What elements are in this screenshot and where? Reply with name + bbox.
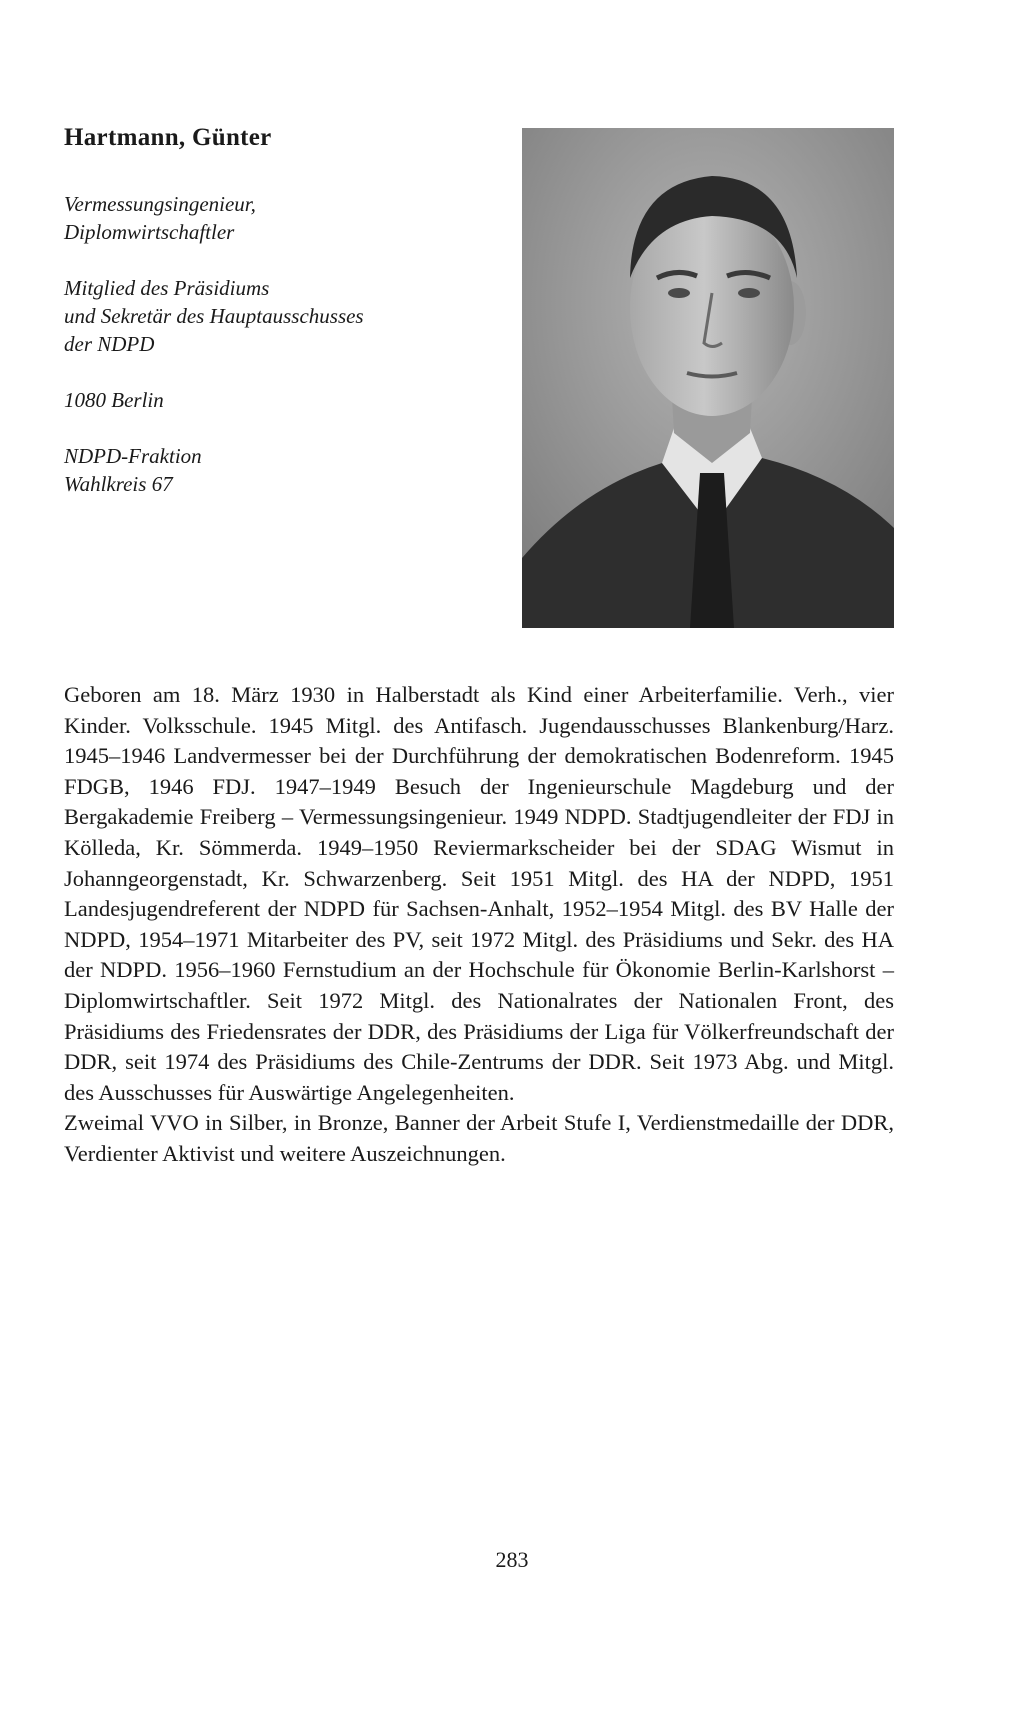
biography [64, 680, 894, 1170]
residence-line: 1080 Berlin [64, 388, 164, 412]
page-number: 283 [495, 1547, 529, 1572]
entry-details [64, 190, 504, 526]
biography-paragraph: Geboren am 18. März 1930 in Halberstadt als Kind einer Arbeiterfamilie. Verh., vier Kinder. Volksschule. 1945 Mitgl. des Antifasch. Jugendausschusses Blankenburg/Harz. 1945–1946 Landvermesser bei der Durchführung der demokratischen Bodenreform. 1945 FDGB, 1946 FDJ. 1947–1949 Besuch der Ingenieurschule Magdeburg und der Bergakademie Freiberg – Vermessungsingenieur. 1949 NDPD. Stadtjugendleiter der FDJ in Kölleda, Kr. Sömmerda. 1949–1950 Reviermarkscheider bei der SDAG Wismut in Johanngeorgenstadt, Kr. Schwarzenberg. Seit 1951 Mitgl. des HA der NDPD, 1951 Landesjugendreferent der NDPD für Sachsen-Anhalt, 1952–1954 Mitgl. des BV Halle der NDPD, 1954–1971 Mitarbeiter des PV, seit 1972 Mitgl. des Präsidiums und Sekr. des HA der NDPD. 1956–1960 Fernstudium an der Hochschule für Ökonomie Berlin-Karlshorst – Diplomwirtschaftler. Seit 1972 Mitgl. des Nationalrates der Nationalen Front, des Präsidiums des Friedensrates der DDR, des Präsidiums der Liga für Völkerfreundschaft der DDR, seit 1974 des Präsidiums des Chile-Zentrums der DDR. Seit 1973 Abg. und Mitgl. des Ausschusses für Auswärtige Angelegenheiten. [64, 682, 894, 1105]
occupation-block [64, 190, 504, 246]
faction-line: NDPD-Fraktion [64, 444, 202, 468]
constituency-line: Wahlkreis 67 [64, 472, 173, 496]
occupation-line: Vermessungsingenieur, [64, 192, 256, 216]
entry-name: Hartmann, Günter [64, 124, 272, 151]
function-block [64, 274, 504, 358]
function-line: und Sekretär des Hauptausschusses [64, 304, 364, 328]
awards-paragraph: Zweimal VVO in Silber, in Bronze, Banner der Arbeit Stufe I, Verdienstmedaille der DDR, Verdienter Aktivist und weitere Auszeichnungen. [64, 1110, 894, 1166]
portrait-illustration [522, 128, 894, 628]
occupation-line: Diplomwirtschaftler [64, 220, 235, 244]
function-line: der NDPD [64, 332, 155, 356]
residence-block [64, 386, 504, 414]
faction-block [64, 442, 504, 498]
function-line: Mitglied des Präsidiums [64, 276, 270, 300]
portrait-photo [522, 128, 894, 628]
